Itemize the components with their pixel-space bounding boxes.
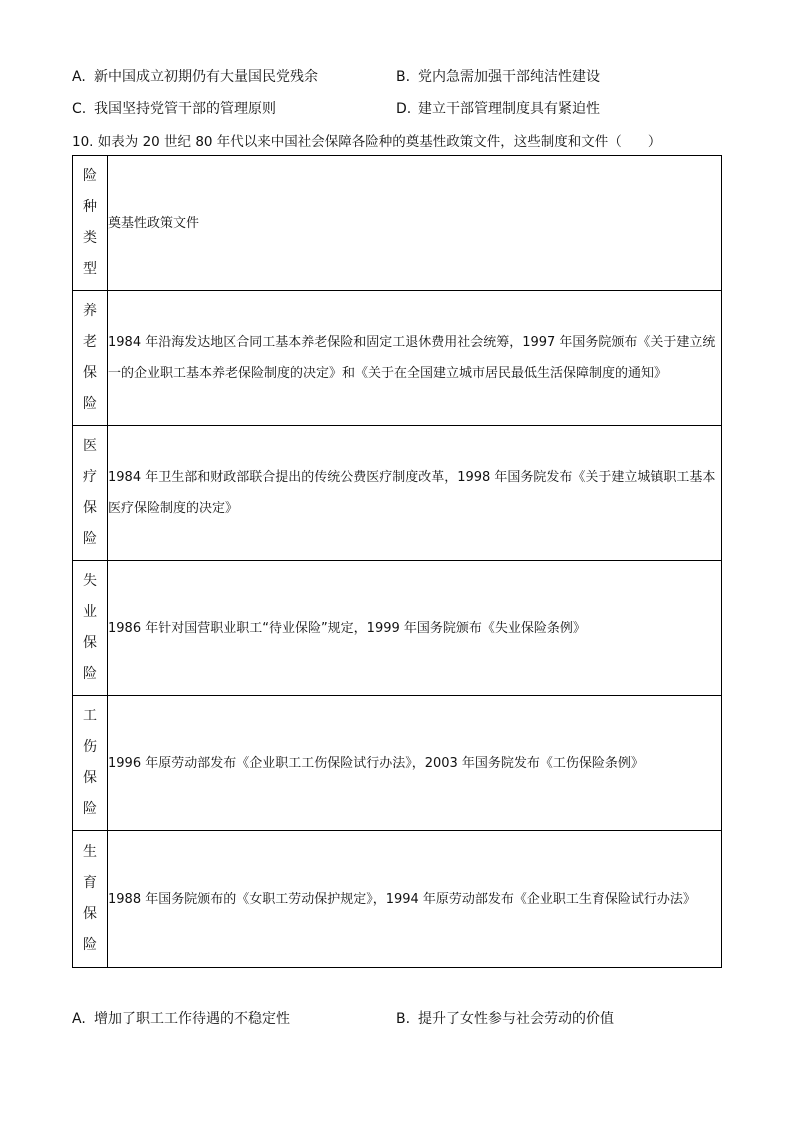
document-text: 1984 年卫生部和财政部联合提出的传统公费医疗制度改革，1998 年国务院发布《关于建立城镇职工基本医疗保险制度的决定》	[108, 470, 716, 516]
policy-table	[72, 155, 722, 968]
option-label: C.	[72, 101, 87, 117]
document-text: 1996 年原劳动部发布《企业职工工伤保险试行办法》，2003 年国务院发布《工伤保险条例》	[108, 755, 644, 771]
question-text: 如表为 20 世纪 80 年代以来中国社会保障各险种的奠基性政策文件，这些制度和文件（	[97, 134, 622, 150]
table-row	[73, 561, 722, 696]
category-cell	[73, 831, 108, 968]
category-cell	[73, 426, 108, 561]
header-document: 奠基性政策文件	[108, 215, 200, 231]
category-label: 工伤保险	[83, 708, 97, 817]
category-label: 失业保险	[83, 573, 97, 682]
option-text: 建立干部管理制度具有紧迫性	[418, 101, 600, 117]
category-label: 医疗保险	[83, 438, 97, 547]
document-cell	[108, 291, 722, 426]
category-label: 生育保险	[83, 844, 97, 953]
table-row	[73, 291, 722, 426]
option-label: D.	[396, 101, 412, 117]
question-close-paren: ）	[647, 134, 662, 150]
table-row	[73, 426, 722, 561]
header-document-cell	[108, 156, 722, 291]
option-a-prev	[72, 66, 318, 86]
table-row	[73, 696, 722, 831]
option-a	[72, 1008, 290, 1028]
option-text: 新中国成立初期仍有大量国民党残余	[94, 69, 318, 85]
table-row	[73, 831, 722, 968]
document-cell	[108, 561, 722, 696]
option-text: 提升了女性参与社会劳动的价值	[418, 1011, 614, 1027]
option-label: B.	[396, 69, 411, 85]
category-cell	[73, 561, 108, 696]
category-cell	[73, 696, 108, 831]
option-label: A.	[72, 69, 86, 85]
option-text: 党内急需加强干部纯洁性建设	[418, 69, 600, 85]
document-text: 1984 年沿海发达地区合同工基本养老保险和固定工退休费用社会统筹，1997 年国务院颁布《关于建立统一的企业职工基本养老保险制度的决定》和《关于在全国建立城市居民最低生活保障制度的通知》	[108, 335, 716, 381]
option-d-prev	[396, 98, 600, 118]
option-text: 我国坚持党管干部的管理原则	[94, 101, 276, 117]
question-number: 10.	[72, 134, 94, 150]
option-row-ab-prev	[72, 66, 732, 86]
option-label: B.	[396, 1011, 411, 1027]
document-text: 1986 年针对国营职业职工“待业保险”规定，1999 年国务院颁布《失业保险条例》	[108, 620, 586, 636]
question-stem	[72, 130, 661, 150]
option-row-cd-prev	[72, 98, 732, 118]
option-row-ab	[72, 1008, 732, 1028]
option-label: A.	[72, 1011, 86, 1027]
option-b	[396, 1008, 614, 1028]
category-label: 养老保险	[83, 303, 97, 412]
category-cell	[73, 291, 108, 426]
option-b-prev	[396, 66, 600, 86]
document-cell	[108, 696, 722, 831]
document-cell	[108, 426, 722, 561]
document-text: 1988 年国务院颁布的《女职工劳动保护规定》，1994 年原劳动部发布《企业职工生育保险试行办法》	[108, 891, 696, 907]
option-text: 增加了职工工作待遇的不稳定性	[94, 1011, 290, 1027]
option-c-prev	[72, 98, 276, 118]
header-category-cell	[73, 156, 108, 291]
document-cell	[108, 831, 722, 968]
table-header-row	[73, 156, 722, 291]
header-category: 险种类型	[83, 168, 97, 277]
